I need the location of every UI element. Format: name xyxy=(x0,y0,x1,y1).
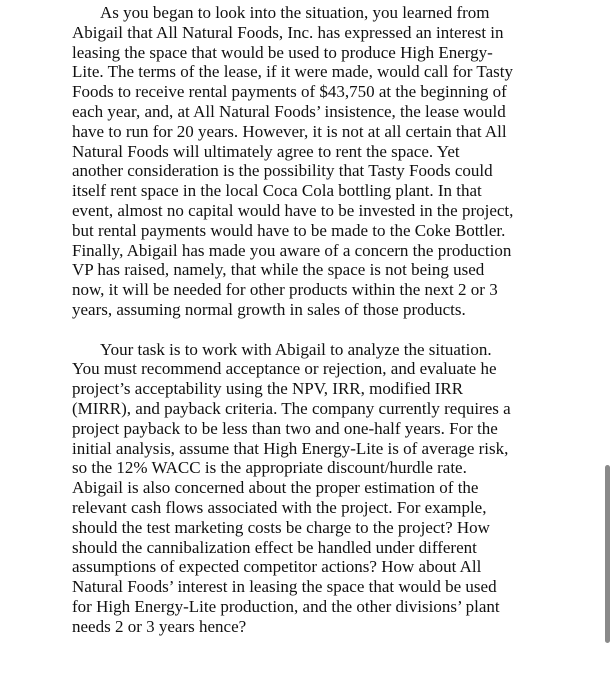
paragraph-analysis-task: Your task is to work with Abigail to analyze the situation. You must recommend acceptance or rejection, and evaluate he project’s acceptability using the NPV, IRR, modified IRR (MIRR), and payback criteria. The company currently requires a project payback to be less than two and one-half years. For the initial analysis, assume that High Energy-Lite is of average risk, so the 12% WACC is the appropriate discount/hurdle rate. Abigail is also concerned about the proper estimation of the relevant cash flows associated with the project. For example, should the test marketing costs be charge to the project? How should the cannibalization effect be handled under different assumptions of expected competitor actions? How about All Natural Foods’ interest in leasing the space that would be used for High Energy-Lite production, and the other divisions’ plant needs 2 or 3 years hence? xyxy=(72,339,511,636)
paragraph-lease-situation: As you began to look into the situation, you learned from Abigail that All Natural Foods, Inc. has expressed an interest in leasing the space that would be used to produce High Energy- Lite. The terms of the lease, if it were made, would call for Tasty Foods to receive rental payments of $43,750 at the beginning of each year, and, at All Natural Foods’ insistence, the lease would have to run for 20 years. However, it is not at all certain that All Natural Foods will ultimately agree to rent the space. Yet another consideration is the possibility that Tasty Foods could itself rent space in the local Coca Cola bottling plant. In that event, almost no capital would have to be invested in the project, but rental payments would have to be made to the Coke Bottler. Finally, Abigail has made you aware of a concern the production VP has raised, namely, that while the space is not being used now, it will be needed for other products within the next 2 or 3 years, assuming normal growth in sales of those products. xyxy=(72,3,514,319)
document-body xyxy=(72,3,544,637)
vertical-scrollbar-thumb[interactable] xyxy=(605,465,610,643)
